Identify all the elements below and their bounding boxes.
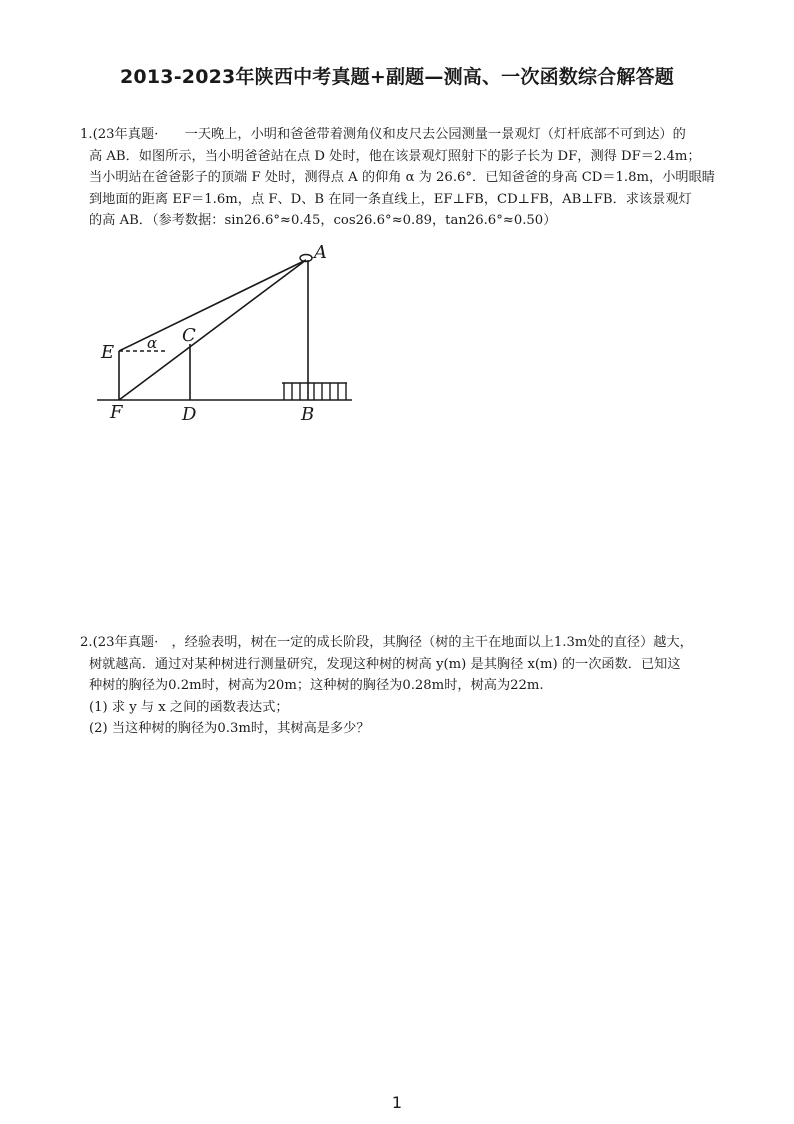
page-number: 1	[391, 1093, 403, 1112]
question-2-line: 2.(23年真题· ，经验表明，树在一定的成长阶段，其胸径（树的主干在地面以上1.3m处的直径）越大，	[80, 635, 693, 650]
question-2-line: 树就越高．通过对某种树进行测量研究，发现这种树的树高 y(m) 是其胸径 x(m) 的一次函数．已知这	[89, 656, 681, 672]
label-C: C	[182, 325, 196, 346]
question-1-line: 高 AB．如图所示，当小明爸爸站在点 D 处时，他在该景观灯照射下的影子长为 DF，测得 DF＝2.4m；	[89, 148, 701, 164]
question-1-line: 到地面的距离 EF＝1.6m，点 F、D、B 在同一条直线上，EF⊥FB，CD⊥FB，AB⊥FB．求该景观灯	[89, 191, 692, 207]
question-2	[80, 632, 720, 740]
question-2-part-2: (2) 当这种树的胸径为0.3m时，其树高是多少？	[89, 721, 370, 736]
label-A: A	[314, 242, 327, 263]
label-alpha: α	[147, 334, 158, 352]
segment-AF	[119, 260, 306, 400]
question-1-line: 当小明站在爸爸影子的顶端 F 处时，测得点 A 的仰角 α 为 26.6°．已知爸爸的身高 CD＝1.8m，小明眼睛	[89, 170, 715, 185]
question-1	[80, 124, 720, 232]
fence-hatching	[282, 383, 347, 400]
question-2-part-1: (1) 求 y 与 x 之间的函数表达式；	[89, 699, 289, 715]
lamp-measurement-diagram	[92, 238, 362, 428]
label-E: E	[101, 342, 115, 363]
question-1-line: 1.(23年真题· 一天晚上，小明和爸爸带着测角仪和皮尺去公园测量一景观灯（灯杆底部不可到达）的	[80, 127, 686, 142]
label-B: B	[301, 404, 315, 425]
geometry-figure	[92, 238, 362, 428]
page-title: 2013-2023年陕西中考真题+副题—测高、一次函数综合解答题	[120, 66, 674, 88]
question-1-line: 的高 AB．（参考数据：sin26.6°≈0.45，cos26.6°≈0.89，tan26.6°≈0.50）	[89, 213, 557, 228]
label-F: F	[110, 402, 123, 423]
label-D: D	[182, 404, 197, 425]
question-2-line: 种树的胸径为0.2m时，树高为20m；这种树的胸径为0.28m时，树高为22m.	[89, 678, 544, 693]
